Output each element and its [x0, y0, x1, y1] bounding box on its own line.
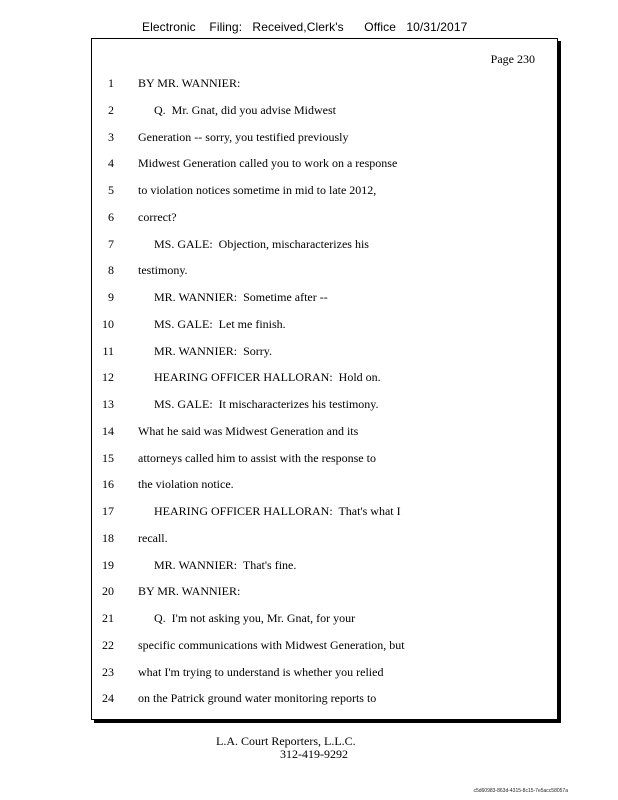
line-text: MS. GALE: It mischaracterizes his testimony.: [154, 397, 379, 411]
line-text: specific communications with Midwest Generation, but: [138, 637, 405, 652]
transcript-line: [92, 209, 557, 225]
line-number: 7: [108, 236, 114, 251]
line-number: 10: [102, 316, 114, 331]
transcript-line: [92, 289, 557, 305]
transcript-line: [92, 396, 557, 412]
line-text: Midwest Generation called you to work on a response: [138, 156, 398, 171]
transcript-line: [92, 557, 557, 573]
court-reporter-name: L.A. Court Reporters, L.L.C.: [216, 734, 356, 748]
transcript-line: [92, 316, 557, 332]
transcript-line: [92, 369, 557, 385]
line-number: 22: [102, 637, 114, 652]
line-number: 13: [102, 397, 114, 411]
transcript-line: [92, 664, 557, 680]
transcript-line: [92, 583, 557, 599]
transcript-line: [92, 155, 557, 171]
line-number: 6: [108, 209, 114, 224]
line-number: 17: [102, 504, 114, 518]
line-number: 1: [108, 76, 114, 90]
line-number: 21: [102, 611, 114, 625]
transcript-line: [92, 236, 557, 252]
line-text: the violation notice.: [138, 477, 234, 492]
line-number: 20: [102, 584, 114, 599]
line-number: 3: [108, 129, 114, 144]
transcript-line: [92, 503, 557, 519]
line-text: what I'm trying to understand is whether you relied: [138, 664, 384, 679]
transcript-line: [92, 637, 557, 653]
line-text: BY MR. WANNIER:: [138, 76, 241, 90]
line-text: Q. Mr. Gnat, did you advise Midwest: [154, 102, 336, 117]
transcript-line: [92, 476, 557, 492]
line-text: attorneys called him to assist with the response to: [138, 450, 376, 465]
line-text: MS. GALE: Objection, mischaracterizes his: [154, 236, 369, 251]
line-text: correct?: [138, 209, 177, 224]
line-number: 23: [102, 664, 114, 679]
line-text: HEARING OFFICER HALLORAN: That's what I: [154, 504, 401, 518]
court-reporter-phone: 312-419-9292: [280, 747, 348, 761]
transcript-line: [92, 610, 557, 626]
line-text: MR. WANNIER: Sorry.: [154, 343, 273, 358]
transcript-line: [92, 450, 557, 466]
line-text: Generation -- sorry, you testified previously: [138, 129, 349, 144]
page-number: Page 230: [490, 52, 535, 66]
document-hash: c5d60983-863d-4315-8c15-7e5acc58057a: [473, 788, 568, 794]
filing-stamp: Electronic Filing: Received,Clerk's Office 10/31/2017: [142, 20, 468, 34]
line-number: 24: [102, 691, 114, 706]
transcript-line: [92, 343, 557, 359]
line-number: 11: [102, 343, 114, 358]
line-number: 16: [102, 477, 114, 492]
line-number: 14: [102, 423, 114, 438]
line-text: testimony.: [138, 263, 188, 278]
line-number: 5: [108, 183, 114, 197]
transcript-line: [92, 423, 557, 439]
line-number: 4: [108, 156, 114, 171]
line-number: 9: [108, 290, 114, 304]
line-number: 12: [102, 370, 114, 385]
line-text: BY MR. WANNIER:: [138, 584, 241, 599]
line-text: on the Patrick ground water monitoring reports to: [138, 691, 377, 706]
line-text: to violation notices sometime in mid to late 2012,: [138, 183, 377, 197]
transcript-line: [92, 102, 557, 118]
transcript-line: [92, 530, 557, 546]
line-number: 19: [102, 557, 114, 572]
transcript-line: [92, 75, 557, 91]
transcript-line: [92, 262, 557, 278]
line-text: Q. I'm not asking you, Mr. Gnat, for your: [154, 611, 356, 625]
line-text: HEARING OFFICER HALLORAN: Hold on.: [154, 370, 381, 385]
line-number: 15: [102, 450, 114, 465]
line-text: What he said was Midwest Generation and its: [138, 423, 359, 438]
transcript-page: [91, 38, 558, 720]
transcript-line: [92, 129, 557, 145]
transcript-line: [92, 690, 557, 706]
transcript-line: [92, 182, 557, 198]
line-text: MR. WANNIER: That's fine.: [154, 557, 297, 572]
line-text: recall.: [138, 530, 168, 545]
line-number: 18: [102, 530, 114, 545]
line-number: 2: [108, 102, 114, 117]
line-text: MR. WANNIER: Sometime after --: [154, 290, 328, 304]
line-number: 8: [108, 263, 114, 278]
line-text: MS. GALE: Let me finish.: [154, 316, 286, 331]
